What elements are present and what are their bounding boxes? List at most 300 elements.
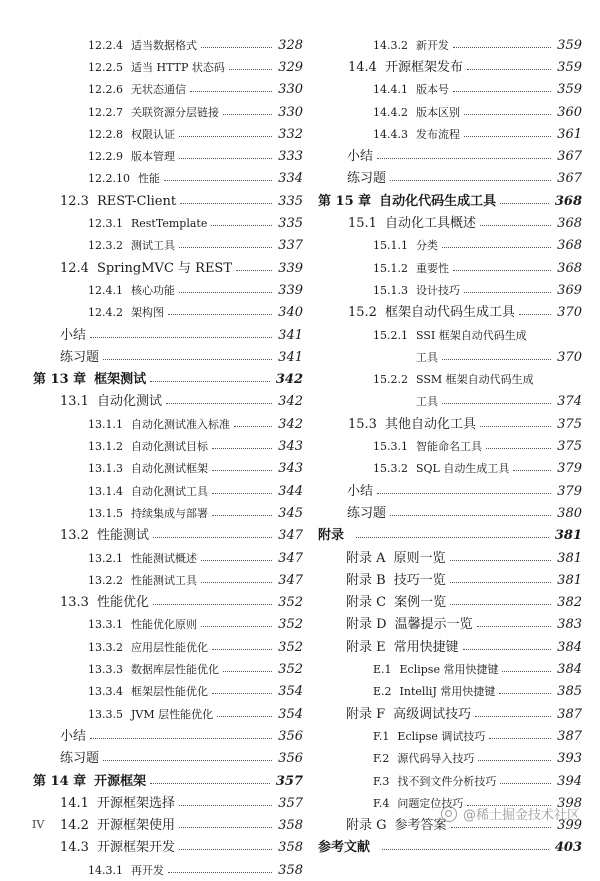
toc-entry	[346, 636, 582, 658]
toc-entry	[88, 502, 303, 524]
toc-entry-title: 关联资源分层链接	[131, 105, 219, 119]
toc-entry	[88, 279, 303, 301]
toc-entry	[373, 235, 582, 257]
toc-entry	[346, 703, 582, 725]
toc-entry-page: 354	[278, 706, 303, 722]
toc-entry-page: 328	[278, 37, 303, 53]
toc-entry	[373, 324, 582, 346]
toc-entry	[347, 502, 582, 524]
toc-entry	[60, 748, 303, 770]
toc-entry-page: 341	[278, 327, 303, 343]
toc-entry-title: 版本管理	[131, 150, 175, 164]
toc-entry-number: 12.3.1	[88, 217, 123, 231]
toc-entry	[373, 725, 582, 747]
leader-dots	[168, 872, 272, 873]
toc-entry-title: 练习题	[60, 349, 100, 365]
leader-dots	[463, 649, 552, 650]
leader-dots	[179, 292, 272, 293]
leader-dots	[442, 359, 551, 360]
toc-entry	[88, 168, 303, 190]
toc-entry-page: 387	[557, 706, 582, 722]
toc-entry-number: 13.1.3	[88, 462, 123, 476]
leader-dots	[201, 582, 272, 583]
toc-entry-title: 开源框架	[94, 773, 147, 789]
toc-entry-title: 案例一览	[394, 595, 447, 611]
toc-entry-title: JVM 层性能优化	[131, 707, 214, 721]
toc-entry-number: 13.2.2	[88, 573, 123, 587]
toc-entry-title: 问题定位技巧	[397, 796, 464, 810]
toc-entry-title: SQL 自动生成工具	[416, 462, 510, 476]
toc-entry-number: 13.3	[60, 595, 89, 611]
toc-entry-page: 369	[557, 282, 582, 298]
leader-dots	[201, 47, 272, 48]
toc-entry-number: 14.3.2	[373, 38, 408, 52]
toc-entry-number: 14.4.2	[373, 105, 408, 119]
leader-dots	[377, 493, 551, 494]
toc-entry	[318, 525, 582, 547]
leader-dots	[190, 91, 272, 92]
toc-entry	[346, 547, 582, 569]
toc-entry-title: REST-Client	[96, 193, 177, 209]
leader-dots	[486, 448, 551, 449]
toc-entry-page: 368	[557, 216, 582, 232]
toc-entry-page: 384	[557, 639, 582, 655]
toc-entry-title: Eclipse 常用快捷键	[399, 663, 499, 677]
toc-entry-page: 357	[278, 795, 303, 811]
toc-entry-page: 352	[278, 639, 303, 655]
toc-entry-title: 自动化测试工具	[131, 484, 208, 498]
toc-entry-title: 分类	[416, 239, 438, 253]
toc-entry	[347, 480, 582, 502]
toc-entry	[373, 681, 582, 703]
toc-entry-page: 356	[278, 751, 303, 767]
toc-entry-number: 12.3	[60, 193, 89, 209]
leader-dots	[464, 114, 551, 115]
leader-dots	[179, 247, 272, 248]
toc-entry	[348, 302, 582, 324]
toc-entry-page: 380	[557, 505, 582, 521]
toc-entry-title: IntelliJ 常用快捷键	[399, 685, 496, 699]
toc-entry-title: 小结	[60, 327, 87, 343]
toc-entry	[88, 146, 303, 168]
toc-entry-title: 自动化工具概述	[384, 216, 476, 232]
toc-entry-number: 13.1.2	[88, 440, 123, 454]
leader-dots	[453, 91, 551, 92]
toc-entry-title: 自动化测试框架	[131, 462, 208, 476]
toc-entry-page: 403	[554, 840, 582, 856]
toc-entry-page: 399	[557, 818, 582, 834]
toc-entry-page: 335	[278, 193, 303, 209]
toc-entry-page: 385	[557, 684, 582, 700]
leader-dots	[201, 626, 272, 627]
toc-entry-page: 343	[278, 439, 303, 455]
toc-entry-number: 12.2.5	[88, 60, 123, 74]
leader-dots	[356, 537, 549, 538]
toc-entry-title: 框架层性能优化	[131, 685, 208, 699]
toc-entry-title: 工具	[416, 395, 438, 409]
toc-entry-number: 13.1.1	[88, 417, 123, 431]
toc-entry	[60, 792, 303, 814]
toc-entry-page: 383	[557, 617, 582, 633]
toc-entry	[318, 837, 582, 859]
toc-entry-title: 性能	[138, 172, 160, 186]
toc-entry	[88, 435, 303, 457]
toc-entry	[88, 636, 303, 658]
toc-entry-page: 375	[557, 416, 582, 432]
leader-dots	[179, 805, 272, 806]
leader-dots	[477, 626, 552, 627]
toc-entry	[373, 279, 582, 301]
toc-entry-title: 小结	[60, 728, 87, 744]
toc-entry-number: 15.1.1	[373, 239, 408, 253]
toc-entry-number: 15.2.2	[373, 373, 408, 387]
toc-entry	[33, 369, 303, 391]
toc-entry	[347, 168, 582, 190]
toc-entry-number: 12.4.1	[88, 283, 123, 297]
toc-entry-number: 附录 C	[346, 595, 387, 611]
leader-dots	[103, 359, 272, 360]
toc-entry-title: 开源框架发布	[384, 59, 463, 75]
leader-dots	[223, 671, 272, 672]
toc-entry-title: 技巧一览	[393, 572, 446, 588]
toc-entry	[373, 101, 582, 123]
toc-entry-title: 新开发	[416, 38, 449, 52]
leader-dots	[223, 114, 272, 115]
toc-entry-title: 练习题	[60, 751, 100, 767]
toc-entry-title: 小结	[347, 149, 374, 165]
toc-entry-page: 381	[557, 572, 582, 588]
toc-entry-number: 14.2	[60, 818, 89, 834]
toc-entry-number: 参考文献	[318, 840, 371, 856]
toc-entry-number: 13.1	[60, 394, 89, 410]
toc-entry-page: 357	[275, 773, 303, 789]
toc-entry-title: 自动化测试	[96, 394, 162, 410]
toc-entry	[60, 725, 303, 747]
toc-entry-number: 附录 F	[346, 706, 386, 722]
toc-entry-title: 应用层性能优化	[131, 640, 208, 654]
leader-dots	[467, 69, 551, 70]
toc-entry-title: 参考答案	[394, 818, 447, 834]
toc-entry-title: 版本区别	[416, 105, 460, 119]
toc-entry	[88, 614, 303, 636]
toc-entry-number: F.3	[373, 774, 390, 788]
toc-entry-number: 15.1	[348, 216, 377, 232]
toc-entry-page: 347	[278, 572, 303, 588]
leader-dots	[217, 716, 272, 717]
leader-dots	[168, 314, 272, 315]
leader-dots	[453, 270, 551, 271]
toc-entry-number: 13.3.3	[88, 663, 123, 677]
toc-entry-title: 性能测试	[96, 528, 149, 544]
toc-entry	[373, 458, 582, 480]
toc-entry-page: 343	[278, 461, 303, 477]
toc-entry	[88, 302, 303, 324]
toc-entry-title: 开源框架使用	[96, 818, 175, 834]
watermark	[441, 804, 580, 823]
toc-entry	[88, 123, 303, 145]
toc-entry-page: 337	[278, 238, 303, 254]
toc-entry-page: 384	[557, 662, 582, 678]
toc-entry	[346, 592, 582, 614]
toc-entry-number: 13.1.5	[88, 506, 123, 520]
toc-entry-number: 13.3.4	[88, 685, 123, 699]
toc-entry-title: 适当数据格式	[131, 38, 197, 52]
toc-entry	[373, 748, 582, 770]
leader-dots	[500, 783, 551, 784]
toc-entry-number: 12.2.8	[88, 127, 123, 141]
toc-entry-page: 368	[557, 238, 582, 254]
toc-entry-page: 368	[554, 193, 582, 209]
leader-dots	[382, 849, 549, 850]
toc-entry-title: 原则一览	[393, 550, 446, 566]
toc-entry	[416, 391, 582, 413]
toc-entry-title: SSM 框架自动代码生成	[416, 373, 534, 387]
toc-entry-number: 12.2.9	[88, 150, 123, 164]
toc-entry-page: 332	[278, 126, 303, 142]
leader-dots	[450, 560, 552, 561]
toc-entry	[88, 101, 303, 123]
toc-entry-number: 附录 D	[346, 617, 387, 633]
toc-entry-title: 数据库层性能优化	[131, 663, 219, 677]
toc-entry-number: 12.4	[60, 260, 89, 276]
toc-entry-number: 13.3.2	[88, 640, 123, 654]
toc-entry-title: 版本号	[416, 83, 449, 97]
leader-dots	[164, 180, 272, 181]
toc-entry-number: 12.2.4	[88, 38, 123, 52]
leader-dots	[103, 760, 272, 761]
leader-dots	[480, 225, 551, 226]
leader-dots	[480, 426, 551, 427]
leader-dots	[442, 247, 551, 248]
leader-dots	[179, 136, 272, 137]
toc-entry-title: 练习题	[347, 171, 387, 187]
toc-entry-page: 339	[278, 260, 303, 276]
leader-dots	[150, 783, 270, 784]
toc-entry-number: 15.3	[348, 416, 377, 432]
leader-dots	[153, 537, 272, 538]
toc-entry-page: 358	[278, 818, 303, 834]
leader-dots	[90, 337, 272, 338]
leader-dots	[201, 560, 272, 561]
toc-entry-title: 性能测试概述	[131, 551, 197, 565]
toc-entry-title: 设计技巧	[416, 283, 460, 297]
leader-dots	[234, 426, 272, 427]
toc-entry-number: 附录 E	[346, 639, 386, 655]
toc-entry-page: 342	[278, 416, 303, 432]
toc-entry-page: 344	[278, 483, 303, 499]
toc-entry	[346, 569, 582, 591]
leader-dots	[390, 515, 551, 516]
toc-entry-number: 14.4.1	[373, 83, 408, 97]
leader-dots	[451, 827, 552, 828]
toc-entry-page: 352	[278, 662, 303, 678]
toc-entry-page: 370	[557, 305, 582, 321]
toc-entry-number: 12.2.7	[88, 105, 123, 119]
toc-entry-title: 再开发	[131, 863, 164, 877]
toc-entry-page: 345	[278, 505, 303, 521]
toc-entry	[373, 79, 582, 101]
toc-entry-page: 368	[557, 260, 582, 276]
toc-entry-page: 393	[557, 751, 582, 767]
leader-dots	[236, 270, 272, 271]
toc-entry	[416, 346, 582, 368]
page-number-footer: IV	[32, 818, 45, 831]
toc-entry-title: 性能测试工具	[131, 573, 197, 587]
toc-entry-page: 360	[557, 104, 582, 120]
toc-entry	[88, 480, 303, 502]
toc-entry-number: 13.2	[60, 528, 89, 544]
toc-entry-title: 自动化代码生成工具	[379, 193, 497, 209]
leader-dots	[212, 649, 272, 650]
watermark-text: @稀土掘金技术社区	[462, 808, 580, 823]
toc-entry-title: 找不到文件分析技巧	[397, 774, 497, 788]
toc-entry-page: 330	[278, 104, 303, 120]
toc-entry-page: 374	[557, 394, 582, 410]
toc-entry-title: 无状态通信	[131, 83, 186, 97]
toc-entry	[88, 458, 303, 480]
toc-entry-title: 持续集成与部署	[131, 506, 208, 520]
toc-entry-page: 330	[278, 82, 303, 98]
toc-entry-number: 第 14 章	[33, 773, 87, 789]
toc-entry-number: F.4	[373, 796, 390, 810]
toc-entry	[318, 190, 582, 212]
toc-entry-page: 382	[557, 595, 582, 611]
toc-entry-page: 334	[278, 171, 303, 187]
toc-entry-number: 15.3.1	[373, 440, 408, 454]
toc-entry-title: RestTemplate	[131, 217, 208, 231]
leader-dots	[453, 47, 551, 48]
toc-entry	[88, 569, 303, 591]
leader-dots	[502, 671, 551, 672]
toc-entry	[88, 703, 303, 725]
leader-dots	[390, 180, 551, 181]
toc-entry-page: 352	[278, 595, 303, 611]
toc-entry-title: 开源框架选择	[96, 795, 175, 811]
toc-entry-number: 12.2.10	[88, 172, 130, 186]
toc-entry-number: 13.3.5	[88, 707, 123, 721]
toc-entry-page: 358	[278, 840, 303, 856]
toc-entry-page: 335	[278, 216, 303, 232]
toc-entry-page: 341	[278, 349, 303, 365]
toc-entry-page: 352	[278, 617, 303, 633]
toc-entry-title: 温馨提示一览	[394, 617, 473, 633]
leader-dots	[211, 225, 272, 226]
toc-entry-title: 测试工具	[131, 239, 175, 253]
toc-entry-page: 359	[557, 37, 582, 53]
toc-entry	[348, 212, 582, 234]
toc-entry-number: 附录	[318, 528, 345, 544]
toc-entry	[348, 413, 582, 435]
toc-entry-number: 12.4.2	[88, 306, 123, 320]
toc-entry-page: 329	[278, 59, 303, 75]
toc-entry-title: 权限认证	[131, 127, 175, 141]
leader-dots	[377, 158, 551, 159]
toc-entry-page: 333	[278, 149, 303, 165]
toc-entry-title: 开源框架开发	[96, 840, 175, 856]
toc-entry-page: 347	[278, 528, 303, 544]
toc-entry-title: 常用快捷键	[393, 639, 459, 655]
toc-entry	[348, 56, 582, 78]
toc-entry	[88, 681, 303, 703]
toc-entry	[347, 146, 582, 168]
leader-dots	[499, 693, 551, 694]
toc-entry-number: 附录 G	[346, 818, 387, 834]
toc-entry	[373, 34, 582, 56]
toc-entry-number: 第 13 章	[33, 372, 87, 388]
toc-entry-number: E.2	[373, 685, 392, 699]
toc-entry	[60, 190, 303, 212]
toc-entry-number: F.1	[373, 729, 390, 743]
toc-entry-page: 356	[278, 728, 303, 744]
toc-entry-page: 381	[557, 550, 582, 566]
leader-dots	[179, 158, 272, 159]
toc-entry-page: 342	[278, 394, 303, 410]
toc-entry	[88, 34, 303, 56]
toc-entry	[60, 391, 303, 413]
leader-dots	[212, 493, 272, 494]
toc-entry-number: 13.3.1	[88, 618, 123, 632]
toc-entry	[373, 257, 582, 279]
toc-entry-page: 381	[554, 528, 582, 544]
toc-entry-number: 15.1.3	[373, 283, 408, 297]
toc-entry	[88, 56, 303, 78]
leader-dots	[513, 470, 551, 471]
toc-entry-page: 359	[557, 82, 582, 98]
toc-entry-number: 14.3.1	[88, 863, 123, 877]
toc-entry-number: 附录 B	[346, 572, 386, 588]
leader-dots	[166, 403, 272, 404]
leader-dots	[153, 604, 272, 605]
leader-dots	[180, 203, 272, 204]
toc-entry	[88, 413, 303, 435]
leader-dots	[519, 314, 551, 315]
toc-entry	[60, 525, 303, 547]
toc-entry-number: F.2	[373, 752, 390, 766]
toc-entry-title: 重要性	[416, 261, 449, 275]
toc-entry-title: Eclipse 调试技巧	[397, 729, 486, 743]
toc-entry-title: 高级调试技巧	[393, 706, 472, 722]
toc-entry-number: 12.3.2	[88, 239, 123, 253]
toc-entry-title: 架构图	[131, 306, 164, 320]
toc-entry-page: 340	[278, 305, 303, 321]
juejin-logo-icon	[441, 806, 457, 822]
leader-dots	[212, 470, 272, 471]
toc-entry-title: 自动化测试准入标准	[131, 417, 230, 431]
toc-entry	[373, 369, 582, 391]
toc-entry-title: 自动化测试目标	[131, 440, 208, 454]
toc-entry-number: 12.2.6	[88, 83, 123, 97]
toc-entry	[346, 614, 582, 636]
toc-entry-number: 14.4.3	[373, 127, 408, 141]
toc-entry-page: 370	[557, 349, 582, 365]
leader-dots	[179, 827, 272, 828]
toc-entry-number: 14.1	[60, 795, 89, 811]
toc-entry-title: 框架测试	[94, 372, 147, 388]
toc-entry	[88, 859, 303, 881]
toc-entry-page: 375	[557, 439, 582, 455]
toc-entry-number: 第 15 章	[318, 193, 372, 209]
toc-entry-page: 367	[557, 149, 582, 165]
leader-dots	[212, 515, 272, 516]
toc-entry-page: 394	[557, 773, 582, 789]
toc-entry	[60, 346, 303, 368]
toc-entry-title: 源代码导入技巧	[397, 752, 475, 766]
leader-dots	[450, 582, 551, 583]
leader-dots	[90, 738, 272, 739]
toc-entry-number: 13.2.1	[88, 551, 123, 565]
toc-entry-number: 15.2	[348, 305, 377, 321]
toc-entry-number: 14.4	[348, 59, 377, 75]
